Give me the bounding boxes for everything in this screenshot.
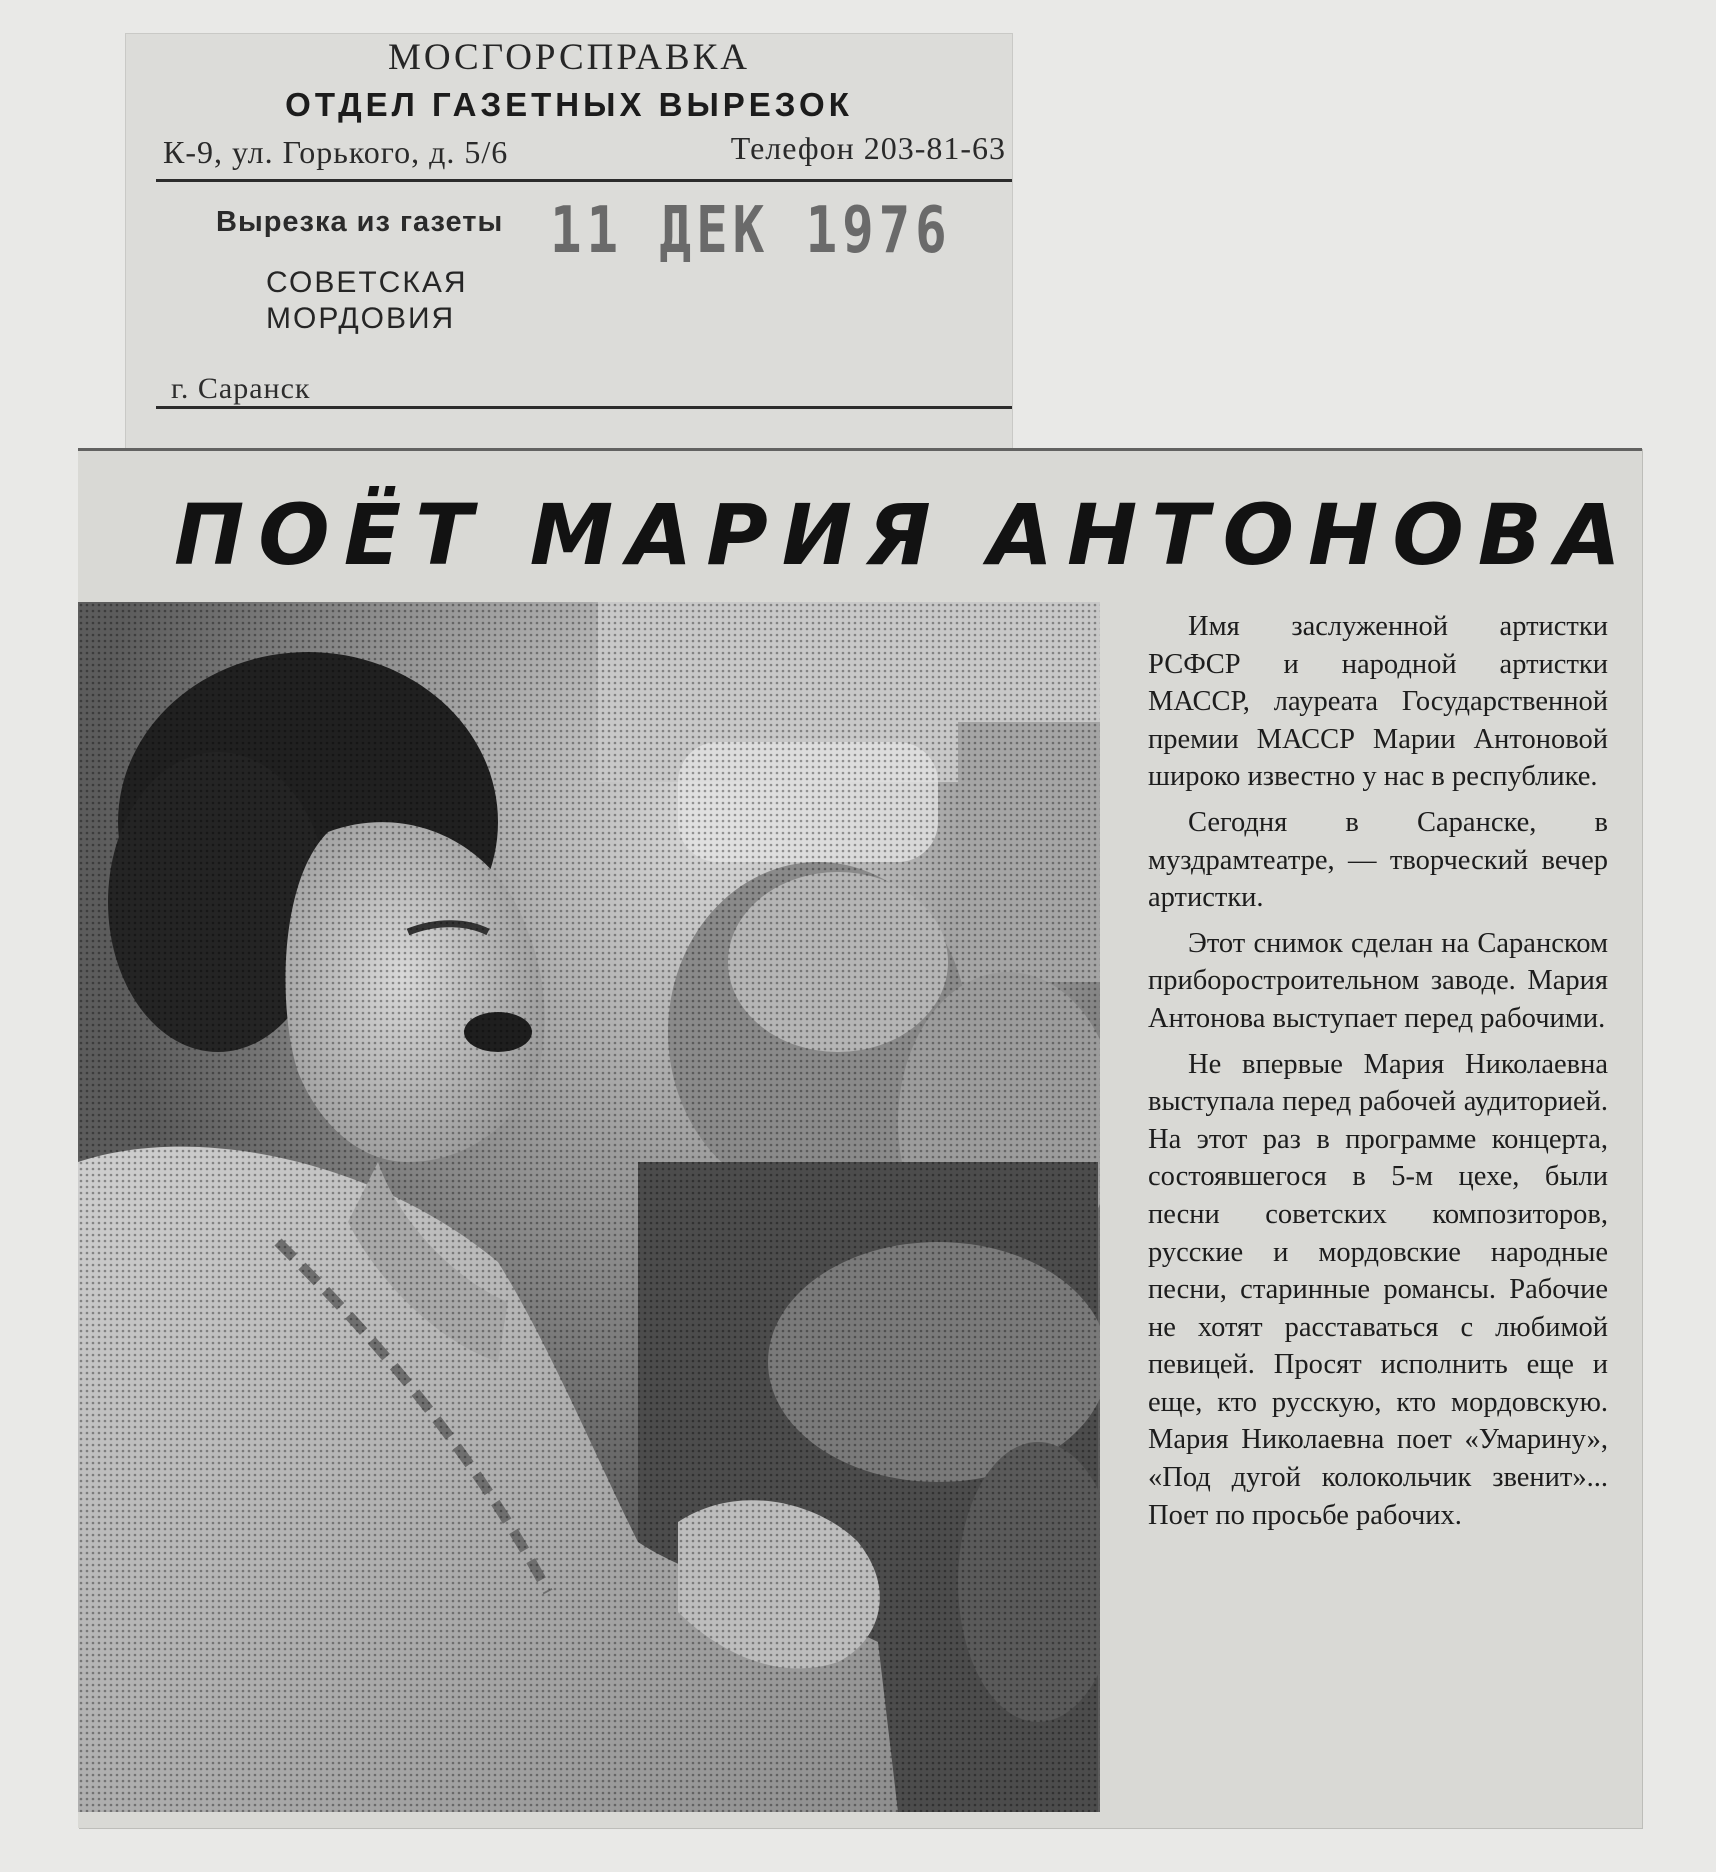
newspaper-clipping [78,448,1642,1828]
date-stamp: 11 ДЕК 1976 [550,194,952,268]
label-bottom-rule [156,406,1012,409]
agency-address: К-9, ул. Горького, д. 5/6 [163,134,509,170]
label-top-rule [156,179,1012,182]
agency-phone: Телефон 203-81-63 [730,130,1006,166]
article-body [1148,608,1608,1542]
article-photo [78,602,1100,1812]
article-paragraph: Не впервые Мария Николаевна выступала перед рабочей аудиторией. На этот раз в программе концерта, состоявшегося в 5-м цехе, были песни советских композиторов, русские и мордовские народные песни, старинные романсы. Рабочие не хотят расставаться с любимой певицей. Просят исполнить еще и еще, кто русскую, кто мордовскую. Мария Николаевна поет «Умарину», «Под дугой колокольчик звенит»... Поет по просьбе рабочих. [1148,1048,1608,1531]
newspaper-city: г. Саранск [171,372,311,405]
article-paragraph: Сегодня в Саранске, в муздрамтеатре, — творческий вечер артистки. [1148,806,1608,914]
article-headline: ПОЁТ МАРИЯ АНТОНОВА [174,486,1635,584]
article-paragraph: Этот снимок сделан на Саранском приборостроительном заводе. Мария Антонова выступает перед рабочими. [1148,927,1608,1034]
clipping-service-label [126,34,1012,462]
cut-from-label: Вырезка из газеты [216,206,504,238]
department-name: ОТДЕЛ ГАЗЕТНЫХ ВЫРЕЗОК [285,86,853,123]
agency-name: МОСГОРСПРАВКА [387,37,750,78]
article-paragraph: Имя заслуженной артистки РСФСР и народной артистки МАССР, лауреата Государственной премии МАССР Марии Антоновой широко известно у нас в республике. [1148,611,1608,793]
newspaper-name-line1: СОВЕТСКАЯ [266,266,468,299]
newspaper-name-line2: МОРДОВИЯ [266,302,456,335]
